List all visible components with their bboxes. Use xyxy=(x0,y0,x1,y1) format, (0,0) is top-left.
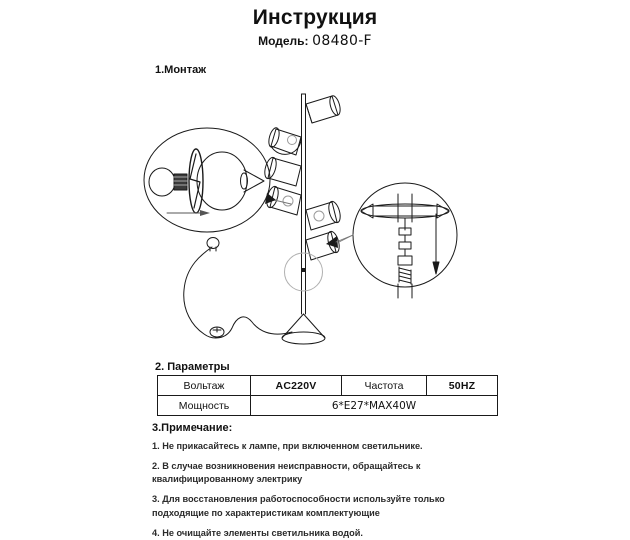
cell-voltage-label: Вольтаж xyxy=(158,376,251,396)
table-row xyxy=(158,376,498,396)
list-item: 2. В случае возникновения неисправности, обращайтесь к квалифицированному электрику xyxy=(152,460,421,485)
section-heading-notes: 3.Примечание: xyxy=(152,422,233,434)
section-heading-mounting: 1.Монтаж xyxy=(155,64,207,76)
cell-voltage-value: AC220V xyxy=(251,376,342,396)
foot-switch xyxy=(210,327,224,337)
table-row xyxy=(158,396,498,416)
list-item: 4. Не очищайте элементы светильника водой. xyxy=(152,527,363,538)
callout-base-fixing xyxy=(353,183,457,298)
power-cord xyxy=(184,247,292,338)
model-value: 08480-F xyxy=(312,33,372,49)
lamp-shade-3 xyxy=(263,156,301,186)
lamp-shade-2 xyxy=(267,127,301,155)
cell-frequency-label: Частота xyxy=(342,376,427,396)
cell-frequency-value: 50HZ xyxy=(427,376,498,396)
cell-power-label: Мощность xyxy=(158,396,251,416)
cell-power-value: 6*E27*MAX40W xyxy=(251,396,498,416)
lamp-base xyxy=(282,314,325,344)
lamp-shade-5 xyxy=(306,200,342,230)
model-label: Модель: xyxy=(258,34,309,48)
list-item: 3. Для восстановления работоспособности используйте только подходящие по характеристикам комплектующие xyxy=(152,494,445,518)
parameters-table xyxy=(157,375,498,416)
lamp-pole xyxy=(302,94,306,314)
floor-lamp-assembly-diagram xyxy=(140,82,485,347)
lamp-shade-1 xyxy=(306,95,342,123)
spring xyxy=(399,267,411,284)
section-heading-parameters: 2. Параметры xyxy=(155,361,230,373)
model-line xyxy=(0,33,630,49)
callout-bulb-installation xyxy=(144,128,270,232)
bulb-glass xyxy=(149,168,175,196)
list-item: 1. Не прикасайтесь к лампе, при включенном светильнике. xyxy=(152,441,423,451)
page-title: Инструкция xyxy=(252,6,378,29)
